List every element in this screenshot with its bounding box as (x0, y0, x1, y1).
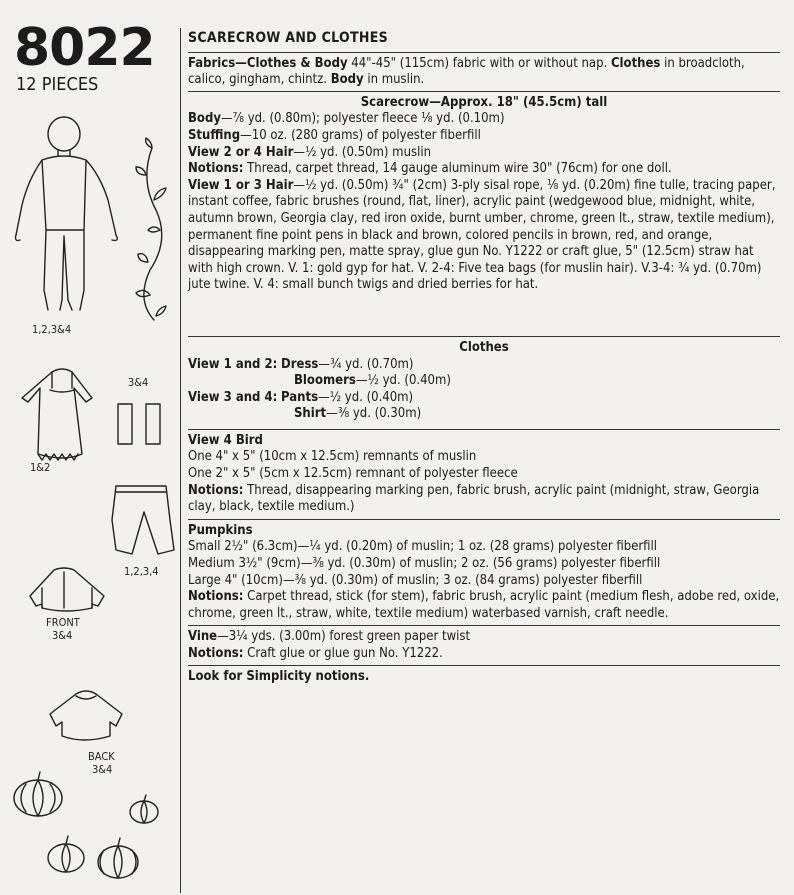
bird-notions (188, 483, 780, 516)
notions-text: Thread, disappearing marking pen, fabric brush, acrylic paint (midnight, straw, Georgia clay, black, textile medium.) (188, 482, 760, 515)
stuffing-line (188, 128, 780, 145)
instructions-content (188, 30, 780, 685)
shirt-label: Shirt (294, 406, 327, 422)
bloomers-label: Bloomers (294, 373, 356, 389)
divider (188, 429, 780, 430)
bird-line-1: One 4" x 5" (10cm x 12.5cm) remnants of muslin (188, 449, 477, 465)
divider (188, 336, 780, 337)
shirt-back-drawing (50, 691, 122, 740)
view-3-4-label: View 3 and 4: (188, 389, 278, 405)
divider (188, 52, 780, 53)
dress-label: Dress (281, 356, 319, 372)
pumpkins-heading: Pumpkins (188, 522, 253, 538)
bloomers-views-label: 3&4 (128, 376, 149, 389)
shirt-front-drawing (30, 568, 104, 611)
pumpkin-small-drawing (130, 795, 158, 823)
page-title: SCARECROW AND CLOTHES (188, 30, 389, 46)
body-label: Body (330, 72, 364, 88)
vine-notions (188, 646, 780, 663)
bird-heading: View 4 Bird (188, 432, 263, 448)
hair-1-3-label: View 1 or 3 Hair (188, 177, 294, 193)
vine-text: —3¼ yds. (3.00m) forest green paper twist (217, 629, 471, 645)
front-label: FRONT (46, 616, 80, 629)
hair-2-4-text: —½ yd. (0.50m) muslin (293, 144, 431, 160)
notions-label: Notions: (188, 161, 244, 177)
doll-views-label: 1,2,3&4 (32, 323, 72, 336)
bloomers-text: —½ yd. (0.40m) (355, 373, 451, 389)
view-1-2-label: View 1 and 2: (188, 356, 278, 372)
hair-1-3-text: —½ yd. (0.50m) ¾" (2cm) 3-ply sisal rope, ⅛ yd. (0.20m) fine tulle, tracing paper, instant coffee, fabric brushes (round, flat, liner), acrylic paint (wedgewood blue, midnight, white, autumn brown, Georgia clay, red iron oxide, burnt umber, chrome, green lt., straw, textile medium), permanent fine point pens in black and brown, colored pencils in brown, red, and orange, disappearing marking pen, matte spray, glue gun No. Y1222 or craft glue, 5" (12.5cm) straw hat with high crown. V. 1: gold gyp for hat. V. 2-4: Five tea bags (for muslin hair). V.3-4: ¾ yd. (0.70m) jute twine. V. 4: small bunch twigs and dried berries for hat. (188, 177, 776, 293)
clothes-fabric-text: in broadcloth, calico, gingham, chintz. (188, 55, 745, 88)
body-line (188, 111, 780, 128)
pants-drawing (112, 486, 174, 554)
stuffing-label: Stuffing (188, 127, 241, 143)
pants-label: Pants (281, 389, 319, 405)
scarecrow-notions-line (188, 161, 780, 178)
bloomers-line (188, 373, 780, 390)
shirt-text: —⅜ yd. (0.30m) (326, 406, 422, 422)
pants-views-label: 1,2,3,4 (124, 565, 159, 578)
pattern-illustrations (0, 100, 180, 895)
front-views-label: 3&4 (52, 629, 73, 642)
hair-2-4-label: View 2 or 4 Hair (188, 144, 294, 160)
clothes-heading: Clothes (459, 339, 509, 355)
pumpkin-small-line: Small 2½" (6.3cm)—¼ yd. (0.20m) of muslin; 1 oz. (28 grams) polyester fiberfill (188, 539, 658, 555)
pants-text: —½ yd. (0.40m) (318, 389, 414, 405)
fabrics-text: 44"-45" (115cm) fabric with or without nap. (347, 55, 611, 71)
pattern-number: 8022 (14, 18, 155, 78)
pumpkin-large-line: Large 4" (10cm)—⅜ yd. (0.30m) of muslin; 3 oz. (84 grams) polyester fiberfill (188, 572, 643, 588)
pants-line (188, 390, 780, 407)
pumpkin-medium2-drawing (98, 838, 138, 878)
shirt-line (188, 406, 780, 423)
vine-drawing (136, 138, 166, 320)
dress-drawing (22, 369, 92, 460)
stuffing-text: —10 oz. (280 grams) of polyester fiberfill (240, 127, 481, 143)
divider (188, 519, 780, 520)
notions-text: Thread, carpet thread, 14 gauge aluminum wire 30" (76cm) for one doll. (243, 161, 672, 177)
notions-label: Notions: (188, 646, 244, 661)
notions-label: Notions: (188, 482, 244, 498)
scarecrow-heading: Scarecrow—Approx. 18" (45.5cm) tall (360, 94, 608, 110)
hair-2-4-line (188, 145, 780, 162)
notions-text: Carpet thread, stick (for stem), fabric brush, acrylic paint (medium flesh, adobe red, oxide, chrome, green lt., straw, white, textile medium) waterbased varnish, craft needle. (188, 589, 780, 621)
pieces-count: 12 PIECES (16, 74, 99, 95)
dress-line (188, 357, 780, 374)
dress-text: —¾ yd. (0.70m) (318, 356, 414, 372)
divider (188, 91, 780, 92)
bloomers-drawing (118, 404, 160, 444)
clothes-label: Clothes (610, 55, 661, 71)
pumpkin-large-drawing (14, 772, 62, 816)
footer-note: Look for Simplicity notions. (188, 668, 370, 684)
pumpkins-notions (188, 589, 780, 622)
notions-text: Craft glue or glue gun No. Y1222. (243, 646, 443, 661)
hair-1-3-paragraph (188, 178, 780, 294)
scarecrow-doll-drawing (16, 117, 118, 310)
vine-label: Vine (188, 629, 218, 645)
divider (188, 625, 780, 626)
fabrics-paragraph (188, 56, 780, 89)
back-views-label: 3&4 (92, 763, 113, 776)
dress-views-label: 1&2 (30, 461, 51, 474)
bird-line-2: One 2" x 5" (5cm x 12.5cm) remnant of polyester fleece (188, 466, 518, 482)
fabrics-label: Fabrics—Clothes & Body (188, 55, 348, 71)
pumpkin-medium-drawing (48, 836, 84, 872)
notions-label: Notions: (188, 589, 244, 605)
column-divider (180, 28, 181, 893)
vine-line (188, 629, 780, 646)
back-label: BACK (88, 750, 115, 763)
body-fabric-text: in muslin. (363, 72, 425, 88)
body-yardage-label: Body (188, 111, 221, 127)
pumpkin-medium-line: Medium 3½" (9cm)—⅜ yd. (0.30m) of muslin; 2 oz. (56 grams) polyester fiberfill (188, 556, 661, 572)
divider (188, 665, 780, 666)
body-yardage-text: —⅞ yd. (0.80m); polyester fleece ⅛ yd. (0.10m) (220, 111, 505, 127)
